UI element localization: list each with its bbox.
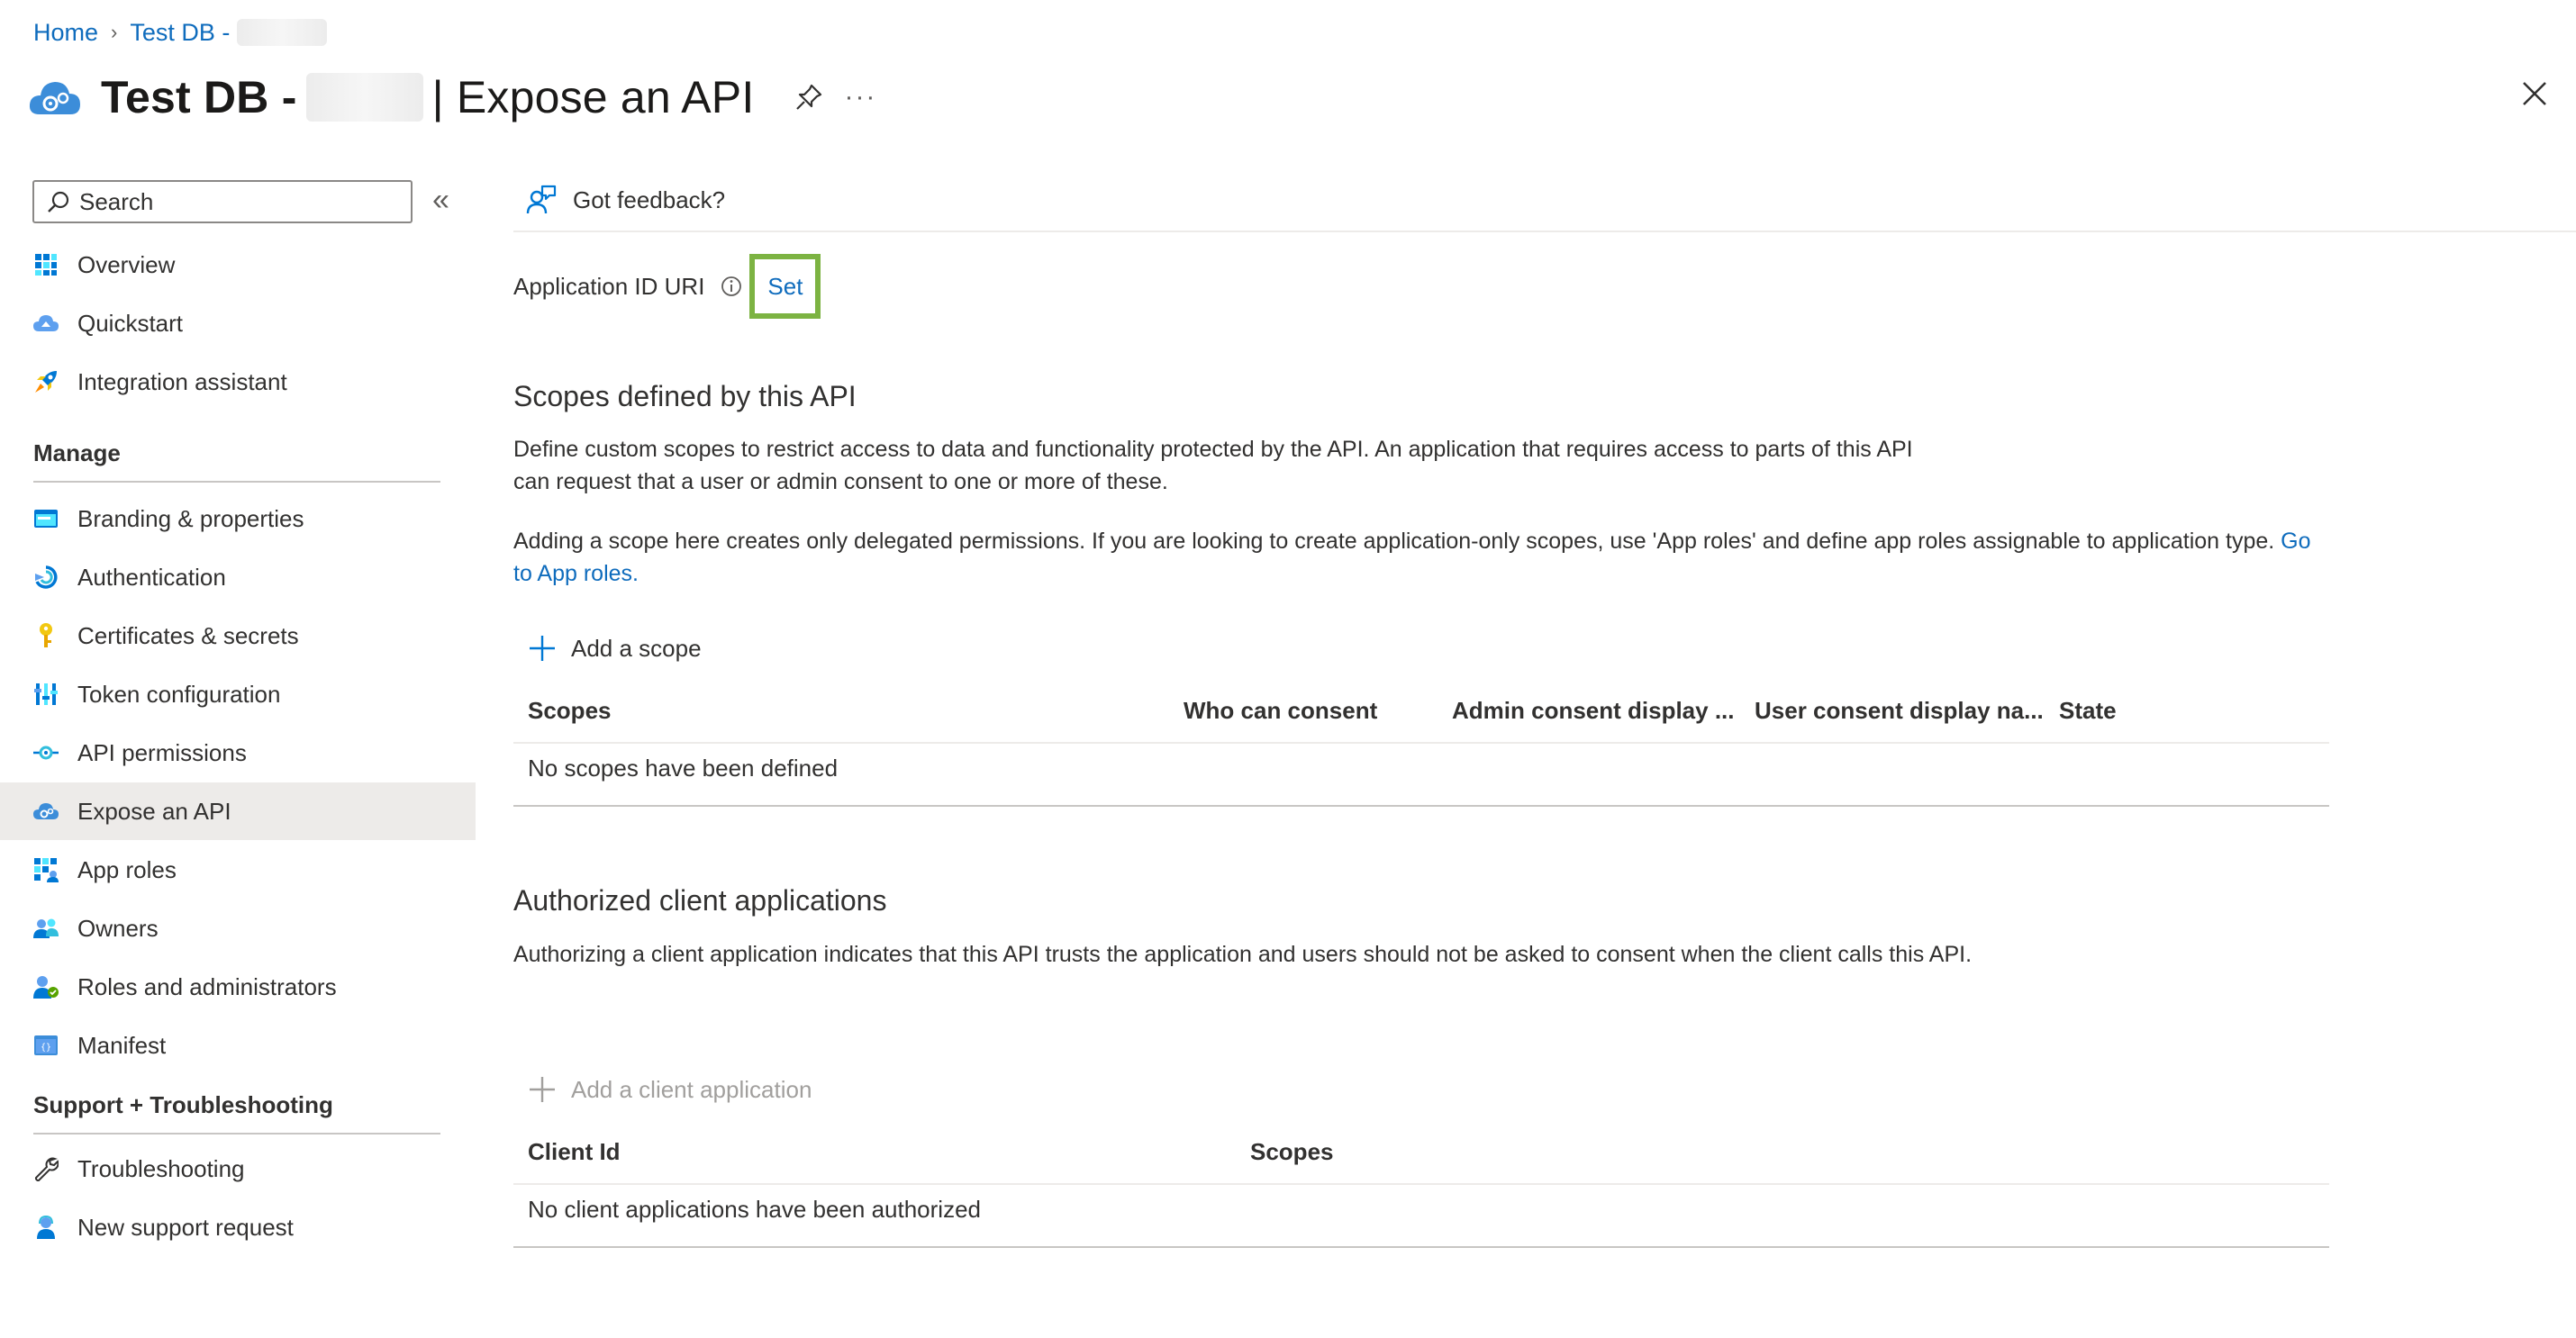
- chevron-right-icon: ›: [111, 21, 118, 43]
- sidebar-item-integration-assistant[interactable]: [0, 353, 476, 411]
- cloud-gear-icon: [32, 798, 59, 825]
- table-header-divider: [513, 742, 2329, 744]
- section-divider: [33, 481, 440, 483]
- sidebar-item-label: Branding & properties: [77, 504, 304, 532]
- sidebar-item-troubleshooting[interactable]: [0, 1140, 476, 1198]
- sidebar-item-authentication[interactable]: [0, 548, 476, 606]
- page-title: [101, 71, 754, 123]
- column-header-state[interactable]: State: [2059, 697, 2117, 724]
- add-scope-button[interactable]: [528, 630, 702, 666]
- redacted-text: [237, 19, 327, 46]
- column-header-user-consent-display[interactable]: User consent display na...: [1755, 697, 2044, 724]
- branding-icon: [32, 505, 59, 532]
- table-header-divider: [513, 1183, 2329, 1185]
- manage-section-title: Manage: [33, 439, 121, 466]
- sidebar-item-quickstart[interactable]: [0, 294, 476, 352]
- clients-description: Authorizing a client application indicates that this API trusts the application and users should not be asked to consent when the client calls this API.: [513, 942, 1973, 967]
- sidebar-item-label: Quickstart: [77, 309, 184, 337]
- wrench-icon: [32, 1155, 59, 1182]
- sidebar-item-label: App roles: [77, 855, 177, 883]
- table-bottom-divider: [513, 1246, 2329, 1248]
- collapse-sidebar-button[interactable]: «: [432, 183, 449, 217]
- sidebar-item-overview[interactable]: [0, 236, 476, 294]
- sidebar-item-label: Certificates & secrets: [77, 621, 299, 649]
- sidebar-item-label: Overview: [77, 250, 176, 278]
- clients-section-title: Authorized client applications: [513, 884, 887, 917]
- close-icon[interactable]: [2518, 77, 2551, 110]
- sidebar-item-label: Roles and administrators: [77, 972, 337, 1000]
- sidebar-item-label: Authentication: [77, 563, 226, 591]
- cloud-quickstart-icon: [32, 310, 59, 337]
- scopes-app-roles-note-text: Adding a scope here creates only delegated permissions. If you are looking to create application-only scopes, use 'App roles' and define app roles assignable to application type.: [513, 529, 2275, 554]
- api-permissions-icon: [32, 739, 59, 766]
- support-section-title: Support + Troubleshooting: [33, 1091, 333, 1118]
- add-scope-label: Add a scope: [571, 634, 702, 662]
- column-header-scopes[interactable]: Scopes: [1250, 1138, 1334, 1165]
- rocket-icon: [32, 368, 59, 395]
- more-options-button[interactable]: ···: [844, 82, 877, 112]
- sidebar-item-certificates[interactable]: [0, 607, 476, 664]
- support-person-icon: [32, 1214, 59, 1241]
- search-input[interactable]: [32, 180, 413, 223]
- application-id-uri-label: Application ID URI: [513, 272, 705, 300]
- sidebar-item-expose-an-api[interactable]: [0, 782, 476, 840]
- page-title-suffix: | Expose an API: [431, 72, 755, 122]
- redacted-text: [306, 73, 423, 122]
- clients-empty-message: No client applications have been authorized: [528, 1196, 982, 1223]
- sidebar-item-label: Owners: [77, 914, 159, 942]
- authentication-icon: [32, 564, 59, 591]
- got-feedback-button[interactable]: [526, 178, 725, 221]
- add-client-application-label: Add a client application: [571, 1075, 812, 1103]
- app-roles-icon: [32, 856, 59, 883]
- breadcrumb: [33, 18, 327, 47]
- section-divider: [33, 1133, 440, 1135]
- cloud-gear-icon: [27, 69, 83, 125]
- grid-icon: [32, 251, 59, 278]
- info-icon[interactable]: [721, 276, 742, 297]
- sidebar-item-new-support-request[interactable]: [0, 1198, 476, 1256]
- scopes-app-roles-note: [513, 525, 2324, 590]
- page-title-prefix: Test DB -: [101, 72, 297, 122]
- set-application-id-uri-link[interactable]: Set: [749, 254, 821, 319]
- column-header-client-id[interactable]: Client Id: [528, 1138, 621, 1165]
- breadcrumb-current-link[interactable]: Test DB -: [130, 18, 231, 46]
- scopes-empty-message: No scopes have been defined: [528, 755, 839, 782]
- manifest-icon: [32, 1032, 59, 1059]
- go-to-app-roles-link[interactable]: Go to App roles.: [513, 529, 2311, 586]
- table-bottom-divider: [513, 805, 2329, 807]
- scopes-description: Define custom scopes to restrict access to data and functionality protected by the API. An application that requires access to parts of this API can request that a user or admin consent to one or more of these.: [513, 437, 1913, 494]
- roles-admins-icon: [32, 973, 59, 1000]
- sidebar-item-label: Integration assistant: [77, 367, 287, 395]
- sidebar-item-label: New support request: [77, 1213, 294, 1241]
- svg-text:{}: {}: [40, 1043, 52, 1053]
- sidebar-item-label: Expose an API: [77, 797, 231, 825]
- sidebar-item-label: Token configuration: [77, 680, 281, 708]
- page-header: [27, 65, 876, 130]
- add-client-application-button[interactable]: [528, 1071, 812, 1107]
- feedback-label: Got feedback?: [573, 185, 726, 213]
- sidebar-item-manifest[interactable]: [0, 1017, 476, 1074]
- column-header-admin-consent-display[interactable]: Admin consent display ...: [1452, 697, 1735, 724]
- token-bars-icon: [32, 681, 59, 708]
- sidebar-item-api-permissions[interactable]: [0, 724, 476, 782]
- search-icon: [47, 190, 70, 213]
- search-placeholder: Search: [79, 187, 154, 215]
- pin-icon[interactable]: [794, 82, 824, 113]
- sidebar-item-token-configuration[interactable]: [0, 665, 476, 723]
- feedback-person-icon: [526, 185, 557, 215]
- sidebar-item-label: Manifest: [77, 1031, 167, 1059]
- application-id-uri-row: [513, 254, 821, 319]
- sidebar-item-owners[interactable]: [0, 900, 476, 957]
- scopes-section-title: Scopes defined by this API: [513, 380, 857, 412]
- toolbar-divider: [513, 231, 2576, 232]
- sidebar-item-roles-and-administrators[interactable]: [0, 958, 476, 1016]
- plus-icon: [528, 634, 557, 663]
- sidebar-item-branding[interactable]: [0, 490, 476, 547]
- column-header-scopes[interactable]: Scopes: [528, 697, 612, 724]
- plus-icon: [528, 1075, 557, 1104]
- sidebar-item-label: Troubleshooting: [77, 1154, 245, 1182]
- breadcrumb-home-link[interactable]: Home: [33, 18, 99, 46]
- sidebar-item-label: API permissions: [77, 738, 247, 766]
- owners-icon: [32, 915, 59, 942]
- key-icon: [32, 622, 59, 649]
- sidebar-item-app-roles[interactable]: [0, 841, 476, 899]
- column-header-who-can-consent[interactable]: Who can consent: [1184, 697, 1378, 724]
